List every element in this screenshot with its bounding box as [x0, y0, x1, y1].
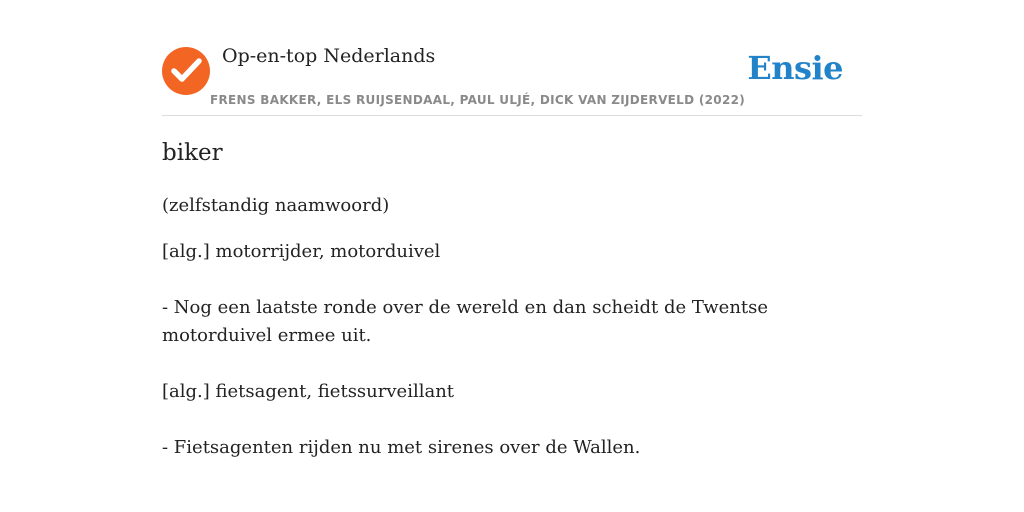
sense-list: [162, 238, 862, 490]
dictionary-authors: FRENS BAKKER, ELS RUIJSENDAAL, PAUL ULJÉ, DICK VAN ZIJDERVELD (2022): [210, 93, 746, 107]
dictionary-card: [162, 0, 862, 512]
headword: biker: [162, 140, 223, 166]
dictionary-logo[interactable]: [162, 47, 210, 95]
sense-example: - Nog een laatste ronde over de wereld en dan scheidt de Twentse motorduivel ermee uit.: [162, 297, 769, 346]
sense-example: - Fietsagenten rijden nu met sirenes over de Wallen.: [162, 437, 641, 458]
checkmark-icon: [162, 47, 210, 95]
brand-logo[interactable]: Ensie: [747, 49, 843, 87]
sense-definition: [alg.] motorrijder, motorduivel: [162, 241, 441, 262]
header-divider: [162, 115, 862, 116]
dictionary-title[interactable]: Op-en-top Nederlands: [222, 45, 436, 67]
sense-definition: [alg.] fietsagent, fietssurveillant: [162, 381, 455, 402]
part-of-speech: (zelfstandig naamwoord): [162, 195, 390, 216]
